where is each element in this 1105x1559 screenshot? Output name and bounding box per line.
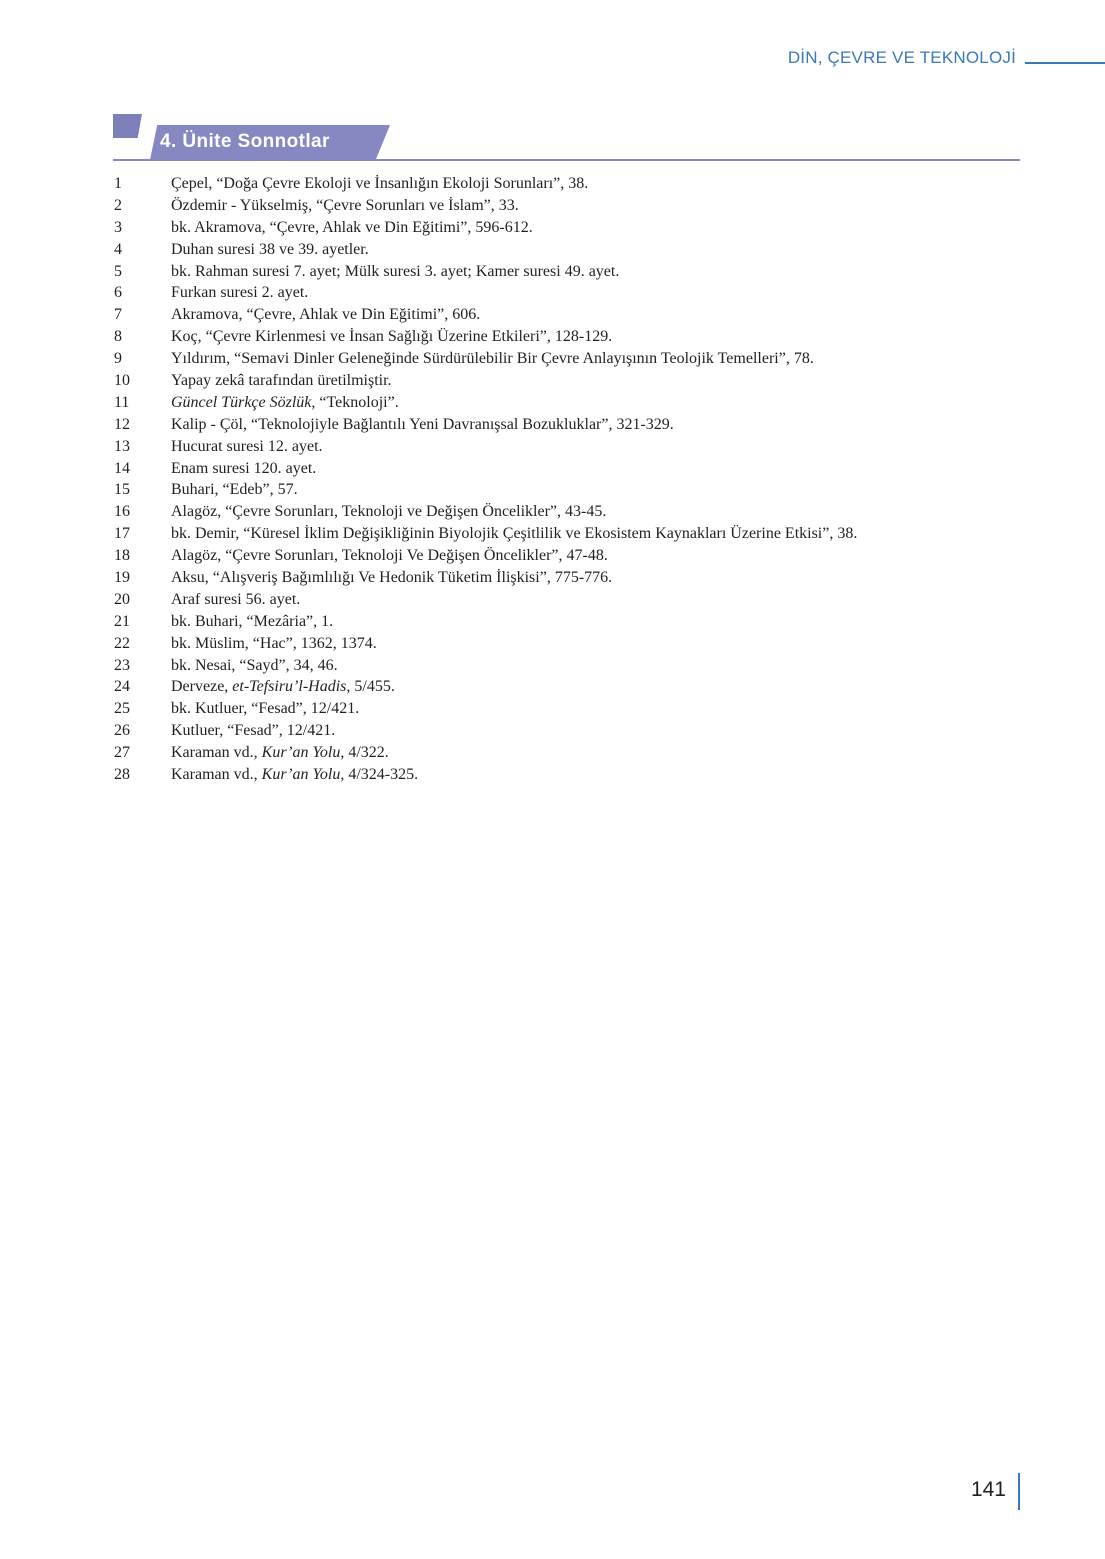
endnote-item: [114, 436, 1014, 458]
endnote-text-part: Araf suresi 56. ayet.: [171, 590, 301, 608]
endnote-number: 26: [114, 722, 130, 740]
endnote-text-part: bk. Kutluer, “Fesad”, 12/421.: [171, 700, 360, 718]
endnote-number: 2: [114, 196, 122, 214]
endnotes-list: [114, 173, 1014, 786]
endnote-text-part: Furkan suresi 2. ayet.: [171, 284, 309, 302]
endnote-text: [171, 217, 533, 239]
endnote-text-part: Alagöz, “Çevre Sorunları, Teknoloji Ve Değişen Öncelikler”, 47-48.: [171, 547, 608, 565]
endnote-text: [171, 414, 674, 436]
endnote-item: [114, 304, 1014, 326]
section-corner-mark: [113, 114, 142, 138]
endnote-text: [171, 523, 857, 545]
endnote-text: [171, 173, 588, 195]
endnote-text-part: Yıldırım, “Semavi Dinler Geleneğinde Sürdürülebilir Bir Çevre Anlayışının Teolojik Temelleri”, 78.: [171, 350, 814, 368]
endnote-item: [114, 567, 1014, 589]
endnote-number: 28: [114, 766, 130, 784]
page-number: 141: [970, 1478, 1006, 1501]
endnote-item: [114, 698, 1014, 720]
endnote-item: [114, 611, 1014, 633]
endnote-number: 14: [114, 459, 130, 477]
endnote-text-part: bk. Demir, “Küresel İklim Değişikliğinin Biyolojik Çeşitlilik ve Ekosistem Kaynakları Üzerine Etkisi”, 38.: [171, 525, 858, 543]
endnote-item: [114, 261, 1014, 283]
endnote-number: 24: [114, 678, 130, 696]
endnote-text: [171, 326, 612, 348]
endnote-item: [114, 173, 1014, 195]
endnote-item: [114, 217, 1014, 239]
endnote-item: [114, 195, 1014, 217]
endnote-item: [114, 589, 1014, 611]
endnote-text-part: Buhari, “Edeb”, 57.: [171, 481, 298, 499]
section-rule: [113, 159, 1020, 161]
endnote-number: 3: [114, 218, 122, 236]
endnote-text: [171, 261, 619, 283]
endnote-text-part: Koç, “Çevre Kirlenmesi ve İnsan Sağlığı Üzerine Etkileri”, 128-129.: [171, 328, 613, 346]
endnote-number: 8: [114, 328, 122, 346]
endnote-number: 7: [114, 306, 122, 324]
endnote-text: [171, 545, 608, 567]
endnote-number: 27: [114, 744, 130, 762]
endnote-text: [171, 589, 300, 611]
endnote-number: 21: [114, 612, 130, 630]
endnote-item: [114, 370, 1014, 392]
endnote-number: 17: [114, 525, 130, 543]
endnote-text-part: Çepel, “Doğa Çevre Ekoloji ve İnsanlığın Ekoloji Sorunları”, 38.: [171, 175, 589, 192]
endnote-text-part: , 5/455.: [346, 678, 395, 696]
endnote-text: [171, 370, 392, 392]
endnote-text: [171, 501, 606, 523]
endnote-text: [171, 392, 399, 414]
endnote-number: 19: [114, 569, 130, 587]
endnote-text: [171, 304, 480, 326]
endnote-number: 1: [114, 175, 122, 192]
endnote-item: [114, 326, 1014, 348]
endnote-item: [114, 655, 1014, 677]
endnote-title-italic: et-Tefsiru’l-Hadis: [232, 678, 347, 696]
endnote-text-part: bk. Müslim, “Hac”, 1362, 1374.: [171, 634, 377, 652]
endnote-number: 16: [114, 503, 130, 521]
endnote-item: [114, 458, 1014, 480]
endnote-text-part: Kalip - Çöl, “Teknolojiyle Bağlantılı Yeni Davranışsal Bozukluklar”, 321-329.: [171, 415, 674, 433]
endnote-text: [171, 764, 418, 786]
endnote-item: [114, 523, 1014, 545]
endnote-text-part: Hucurat suresi 12. ayet.: [171, 437, 323, 455]
endnote-text-part: Akramova, “Çevre, Ahlak ve Din Eğitimi”, 606.: [171, 306, 481, 324]
endnote-number: 4: [114, 240, 122, 258]
endnote-text-part: Alagöz, “Çevre Sorunları, Teknoloji ve Değişen Öncelikler”, 43-45.: [171, 503, 607, 521]
endnote-item: [114, 545, 1014, 567]
section-title: 4. Ünite Sonnotlar: [160, 131, 330, 152]
endnote-number: 5: [114, 262, 122, 280]
endnote-text: [171, 720, 335, 742]
endnote-text: [171, 633, 377, 655]
endnote-number: 11: [114, 393, 130, 411]
endnote-number: 9: [114, 350, 122, 368]
endnote-item: [114, 633, 1014, 655]
endnote-text-part: , “Teknoloji”.: [311, 393, 399, 411]
endnote-item: [114, 239, 1014, 261]
endnote-text: [171, 348, 814, 370]
endnote-text-part: bk. Nesai, “Sayd”, 34, 46.: [171, 656, 338, 674]
endnote-text: [171, 611, 333, 633]
endnote-text-part: Yapay zekâ tarafından üretilmiştir.: [171, 372, 392, 390]
endnote-text: [171, 282, 308, 304]
endnote-text: [171, 676, 395, 698]
endnote-text: [171, 239, 369, 261]
endnote-item: [114, 742, 1014, 764]
endnote-item: [114, 392, 1014, 414]
endnote-text-part: Kutluer, “Fesad”, 12/421.: [171, 722, 336, 740]
endnote-text-part: Enam suresi 120. ayet.: [171, 459, 317, 477]
endnote-number: 23: [114, 656, 130, 674]
endnote-number: 13: [114, 437, 130, 455]
endnote-title-italic: Kur’an Yolu: [261, 766, 341, 784]
endnote-number: 12: [114, 415, 130, 433]
endnote-text-part: bk. Rahman suresi 7. ayet; Mülk suresi 3. ayet; Kamer suresi 49. ayet.: [171, 262, 620, 280]
endnote-text-part: Özdemir - Yükselmiş, “Çevre Sorunları ve İslam”, 33.: [171, 196, 519, 214]
endnote-text-part: bk. Akramova, “Çevre, Ahlak ve Din Eğitimi”, 596-612.: [171, 218, 533, 236]
endnote-text-part: Derveze,: [171, 678, 233, 696]
endnote-number: 22: [114, 634, 130, 652]
endnote-title-italic: Güncel Türkçe Sözlük: [171, 393, 312, 411]
endnote-text-part: , 4/322.: [340, 744, 389, 762]
endnote-item: [114, 479, 1014, 501]
endnote-text: [171, 479, 298, 501]
endnote-text: [171, 458, 316, 480]
endnote-item: [114, 414, 1014, 436]
endnote-text-part: Aksu, “Alışveriş Bağımlılığı Ve Hedonik Tüketim İlişkisi”, 775-776.: [171, 569, 613, 587]
endnote-text-part: Duhan suresi 38 ve 39. ayetler.: [171, 240, 369, 258]
endnote-number: 10: [114, 372, 130, 390]
endnote-text-part: , 4/324-325.: [340, 766, 419, 784]
running-header-title: DİN, ÇEVRE VE TEKNOLOJİ: [787, 48, 1016, 67]
endnote-item: [114, 501, 1014, 523]
endnote-number: 6: [114, 284, 122, 302]
endnote-item: [114, 764, 1014, 786]
endnote-item: [114, 282, 1014, 304]
endnote-number: 25: [114, 700, 130, 718]
endnote-item: [114, 348, 1014, 370]
endnote-item: [114, 720, 1014, 742]
endnote-title-italic: Kur’an Yolu: [261, 744, 341, 762]
endnote-text: [171, 195, 519, 217]
page-number-rule: [1018, 1473, 1020, 1510]
endnote-number: 18: [114, 547, 130, 565]
endnote-number: 15: [114, 481, 130, 499]
endnote-text: [171, 742, 389, 764]
endnote-text: [171, 436, 323, 458]
endnote-text: [171, 655, 338, 677]
endnote-text: [171, 698, 359, 720]
endnote-item: [114, 676, 1014, 698]
endnote-text: [171, 567, 612, 589]
endnote-text-part: bk. Buhari, “Mezâria”, 1.: [171, 612, 334, 630]
endnote-text-part: Karaman vd.,: [171, 744, 262, 762]
header-rule: [1025, 62, 1105, 64]
endnote-number: 20: [114, 590, 130, 608]
endnote-text-part: Karaman vd.,: [171, 766, 262, 784]
